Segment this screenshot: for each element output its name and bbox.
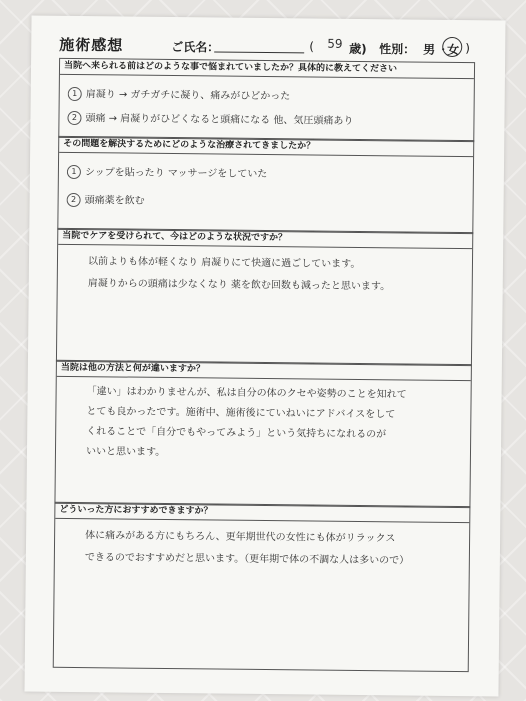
sex-female-option: 女: [447, 42, 460, 58]
answer-text: 頭痛薬を飲む: [84, 195, 145, 207]
answer-line: [67, 111, 467, 129]
answer-text: いいと思います。: [85, 446, 166, 458]
age-value: 59: [327, 36, 343, 51]
answer-text: 肩凝り → ガチガチに凝り、痛みがひどかった: [85, 89, 291, 103]
question-title: 当院は他の方法と何が違いますか？: [57, 361, 471, 381]
answer-text: できるのでおすすめだと思います。（更年期で体の不調な人は多いので）: [84, 552, 410, 567]
name-field-line: [214, 51, 304, 53]
answer-text: シップを貼ったり マッサージをしていた: [84, 167, 268, 181]
answer-line: [85, 551, 463, 568]
answer-line: [67, 165, 467, 183]
answer-text: とても良かったです。施術中、施術後にていねいにアドバイスをして: [86, 406, 396, 421]
answer-line: [85, 529, 463, 546]
question-title: 当院でケアを受けられて、今はどのような状況ですか？: [58, 229, 472, 249]
answer-text: 体に痛みがある方にもちろん、更年期世代の女性にも体がリラックス: [85, 530, 396, 545]
answer-text: 「違い」はわかりませんが、私は自分の体のクセや姿勢のことを知れて: [86, 386, 407, 401]
answer-text: 以前よりも体が軽くなり 肩凝りにて快適に過ごしています。: [87, 256, 361, 270]
question-section-2: [57, 136, 474, 234]
answer-line: [67, 193, 467, 211]
age-open-paren: (: [309, 39, 315, 54]
answer-text: 頭痛 → 肩凝りがひどくなると頭痛になる 他、気圧頭痛あり: [85, 113, 354, 127]
answer-line: [86, 405, 464, 422]
sheet-header: [59, 34, 479, 60]
answer-number-badge: 1: [67, 165, 81, 179]
sex-label: 性別：: [379, 42, 416, 57]
sheet-title: 施術感想: [59, 35, 124, 55]
header-close-paren: ): [465, 41, 470, 56]
survey-sheet: [24, 16, 505, 697]
answer-text: 肩凝りからの頭痛は少なくなり 薬を飲む回数も減ったと思います。: [87, 278, 391, 293]
age-label: 歳): [349, 41, 367, 57]
question-section-5: [53, 502, 471, 672]
sex-male-option: 男: [423, 42, 436, 57]
question-section-1: [58, 58, 475, 142]
question-title: 当院へ来られる前はどのような事で悩まれていましたか？具体的に教えてください: [60, 59, 474, 79]
question-section-3: [56, 228, 473, 366]
answer-text: くれることで「自分でもやってみよう」という気持ちになれるのが: [86, 426, 387, 441]
answer-line: [68, 87, 468, 105]
answer-number-badge: 2: [67, 111, 81, 125]
question-title: どういった方におすすめできますか？: [55, 503, 469, 523]
question-title: その問題を解決するためにどのような治療されてきましたか？: [59, 137, 473, 157]
answer-line: [86, 445, 464, 462]
sex-separator: ・: [437, 42, 450, 57]
question-section-4: [54, 360, 471, 508]
answer-line: [88, 255, 466, 272]
answer-line: [88, 277, 466, 294]
answer-line: [87, 385, 465, 402]
answer-number-badge: 2: [67, 193, 81, 207]
answer-number-badge: 1: [68, 87, 82, 101]
name-label: ご氏名：: [171, 40, 220, 55]
answer-line: [86, 425, 464, 442]
